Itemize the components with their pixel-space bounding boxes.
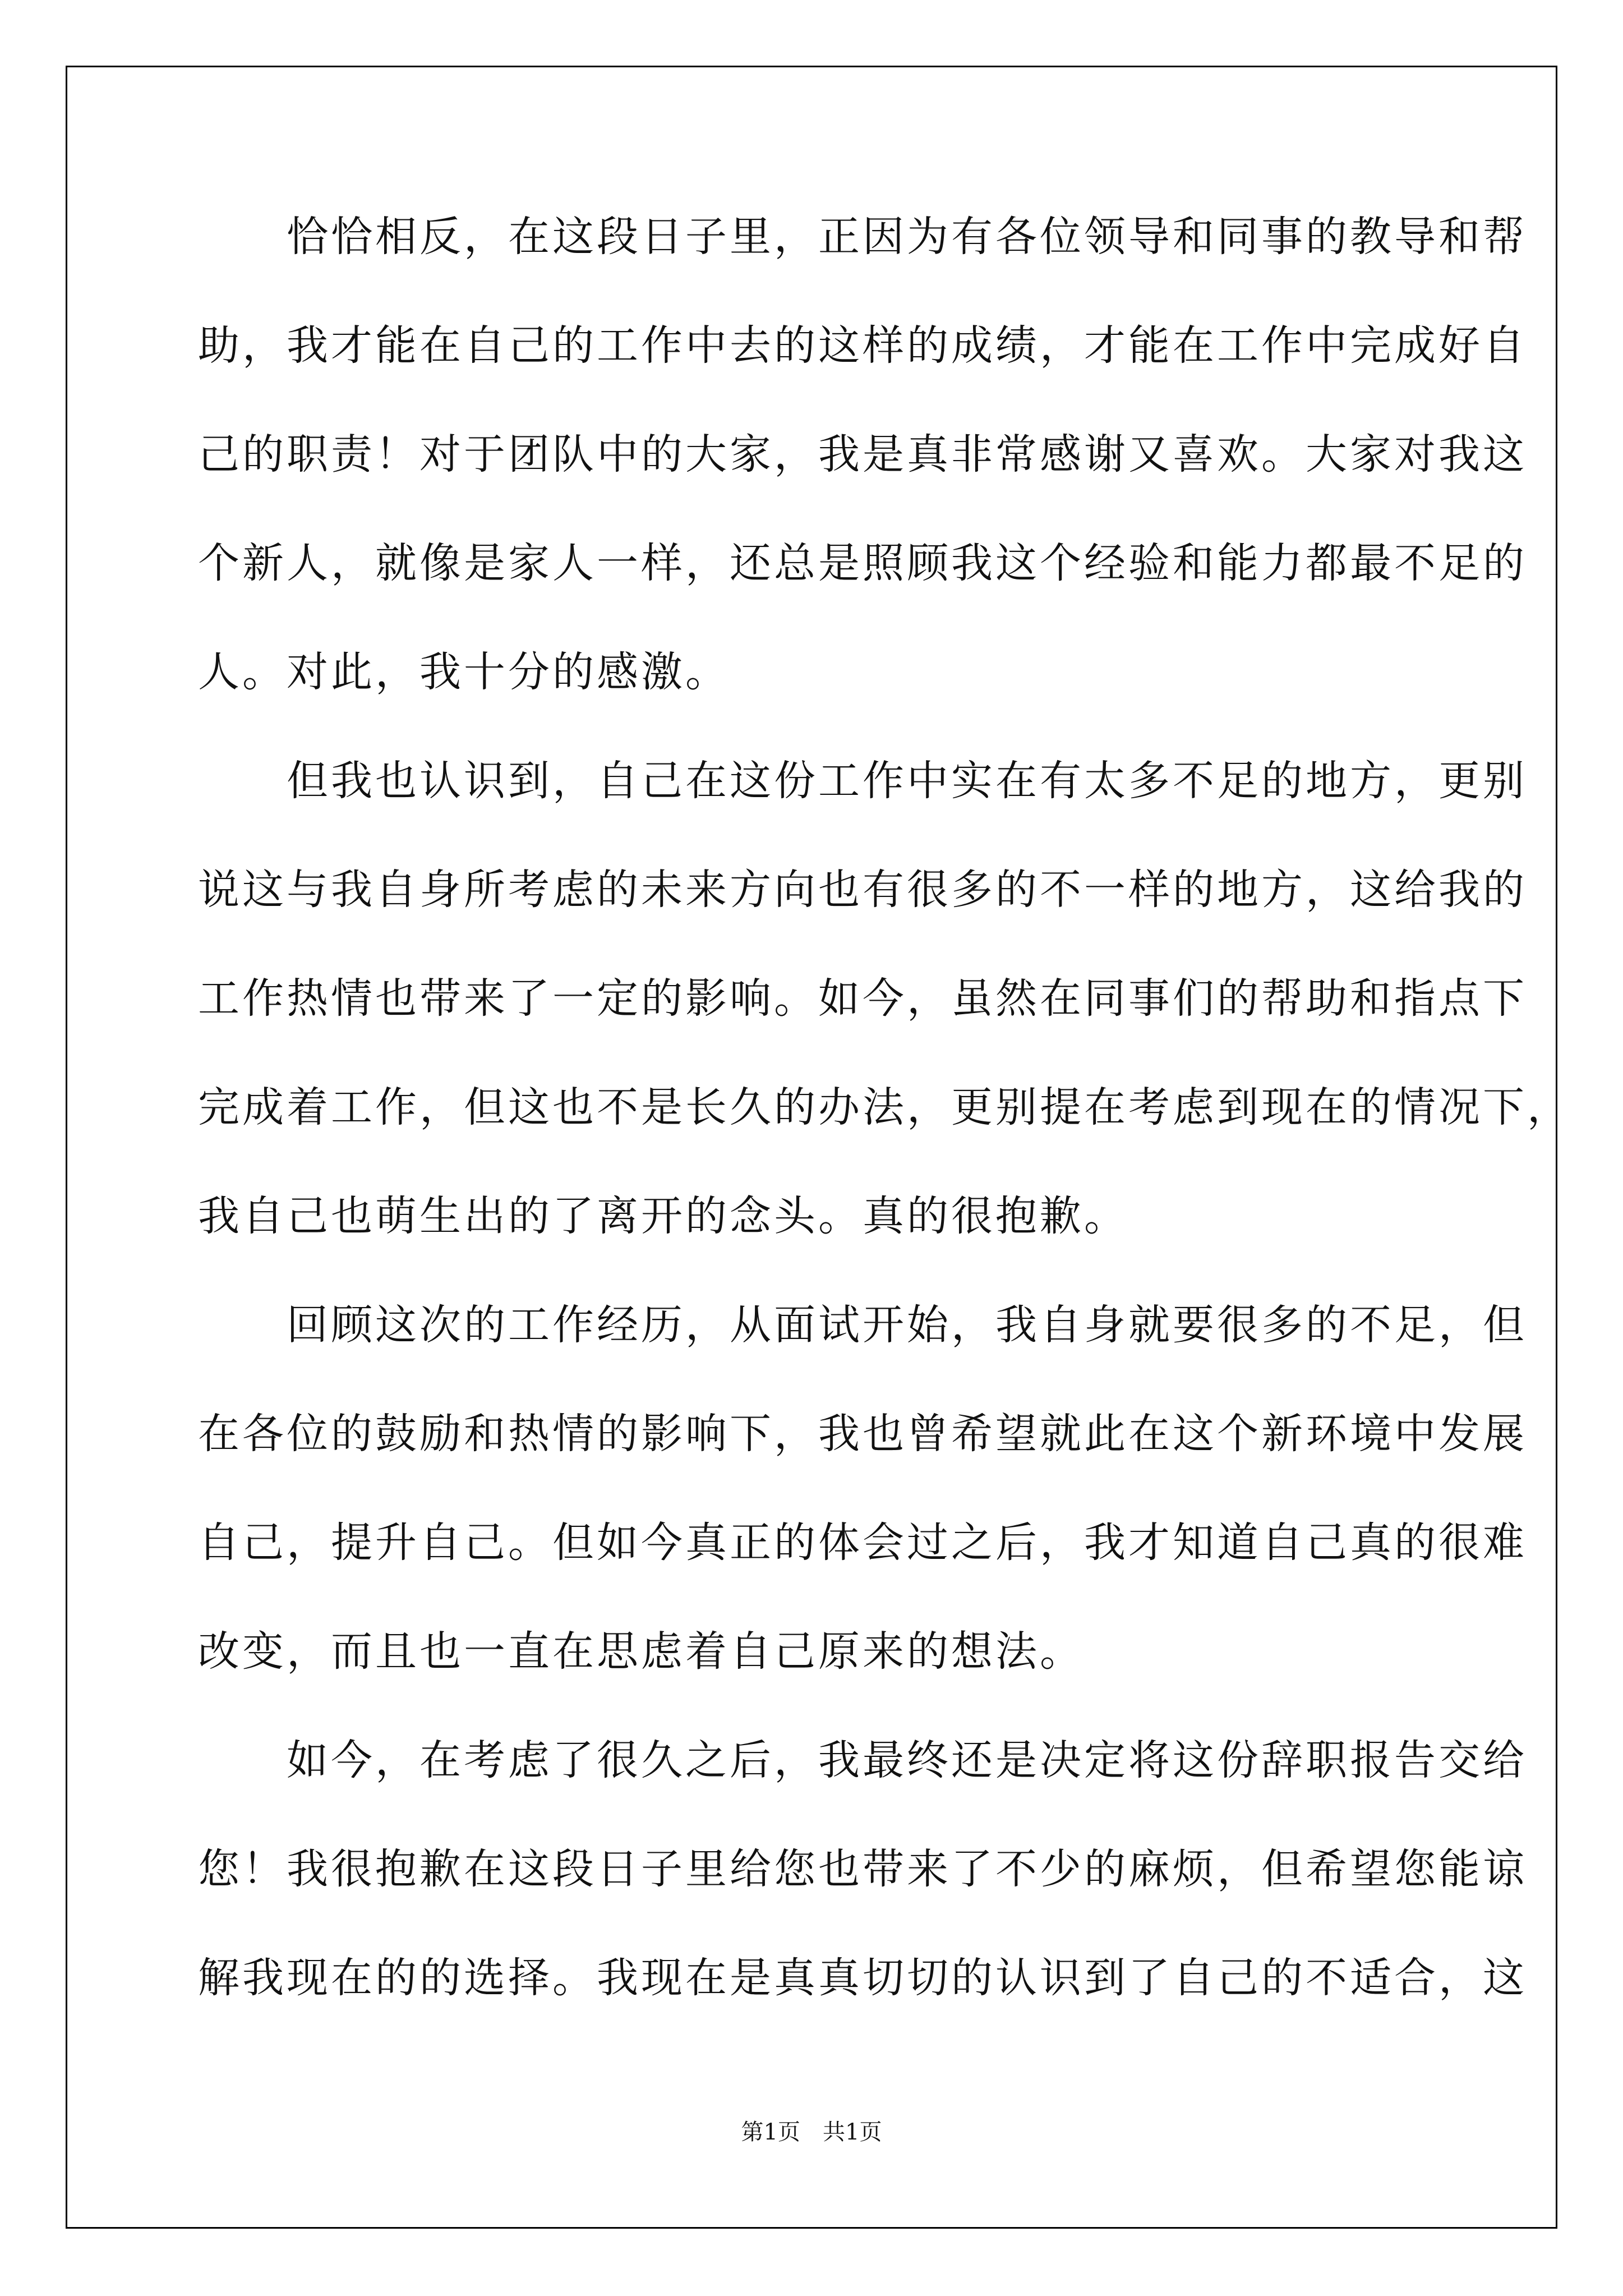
- document-body: [198, 213, 1571, 2066]
- text-line: 助，我才能在自己的工作中去的这样的成绩，才能在工作中完成好自: [198, 321, 1527, 370]
- text-line: 如今，在考虑了很久之后，我最终还是决定将这份辞职报告交给: [198, 1736, 1527, 1784]
- text-line: 自己，提升自己。但如今真正的体会过之后，我才知道自己真的很难: [198, 1519, 1527, 1567]
- text-line: 回顾这次的工作经历，从面试开始，我自身就要很多的不足，但: [198, 1301, 1527, 1349]
- paragraph-3: [198, 1301, 1527, 1740]
- text-line: 我自己也萌生出的了离开的念头。真的很抱歉。: [198, 1192, 1128, 1240]
- text-line: 人。对此，我十分的感激。: [198, 648, 730, 696]
- text-line: 恰恰相反，在这段日子里，正因为有各位领导和同事的教导和帮: [198, 213, 1527, 261]
- text-line: 完成着工作，但这也不是长久的办法，更别提在考虑到现在的情况下，: [198, 1083, 1571, 1131]
- text-line: 工作热情也带来了一定的影响。如今，虽然在同事们的帮助和指点下: [198, 974, 1527, 1023]
- text-line: 改变，而且也一直在思虑着自己原来的想法。: [198, 1627, 1084, 1676]
- text-line: 但我也认识到，自己在这份工作中实在有太多不足的地方，更别: [198, 757, 1527, 805]
- text-line: 在各位的鼓励和热情的影响下，我也曾希望就此在这个新环境中发展: [198, 1410, 1527, 1458]
- text-line: 说这与我自身所考虑的未来方向也有很多的不一样的地方，这给我的: [198, 866, 1527, 914]
- text-line: 个新人，就像是家人一样，还总是照顾我这个经验和能力都最不足的: [198, 539, 1527, 587]
- page-footer: 第1页 共1页: [741, 2119, 882, 2145]
- text-line: 解我现在的的选择。我现在是真真切切的认识到了自己的不适合，这: [198, 1954, 1527, 2002]
- text-line: 己的职责！对于团队中的大家，我是真非常感谢又喜欢。大家对我这: [198, 430, 1527, 478]
- paragraph-1: [198, 213, 1527, 760]
- paragraph-2: [198, 757, 1571, 1304]
- paragraph-4: [198, 1736, 1527, 2066]
- text-line: 您！我很抱歉在这段日子里给您也带来了不少的麻烦，但希望您能谅: [198, 1845, 1527, 1893]
